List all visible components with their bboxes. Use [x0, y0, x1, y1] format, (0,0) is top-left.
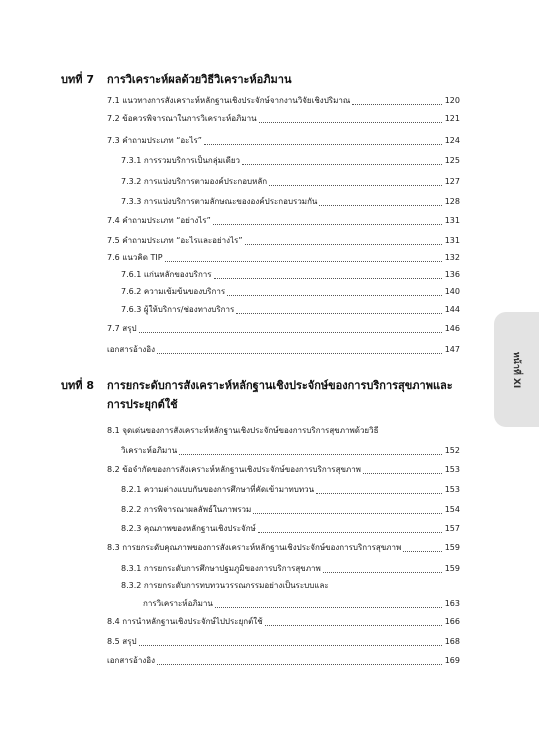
toc-entry-page: 168 [444, 637, 460, 646]
toc-entry-text: 8.5 สรุป [107, 637, 137, 646]
toc-entry[interactable] [107, 423, 460, 438]
toc-entry-text: 8.2.1 ความต่างแบบกันของการศึกษาที่คัดเข้ามาทบทวน [121, 485, 315, 494]
toc-entry[interactable] [143, 596, 460, 611]
toc-entry[interactable] [121, 194, 460, 209]
toc-entry[interactable] [107, 634, 460, 649]
toc-entry[interactable] [121, 443, 460, 458]
toc-entry-text: 7.6.1 แก่นหลักของบริการ [121, 270, 212, 279]
leader-dots [204, 144, 442, 145]
toc-entry-text: 7.6.2 ความเข้มข้นของบริการ [121, 287, 226, 296]
chapter-8-number: บทที่ 8 [61, 379, 94, 392]
chapter-8-title-line: การประยุกต์ใช้ [107, 398, 178, 411]
toc-entry-text: การวิเคราะห์อภิมาน [143, 599, 213, 608]
toc-entry-page: 153 [444, 485, 460, 494]
toc-entry-page: 169 [444, 656, 460, 665]
toc-entry-text: 8.3.1 การยกระดับการศึกษาปฐมภูมิของการบริการสุขภาพ [121, 564, 321, 573]
toc-entry-page: 127 [444, 177, 460, 186]
leader-dots [236, 313, 442, 314]
toc-entry-text: 7.1 แนวทางการสังเคราะห์หลักฐานเชิงประจักษ์จากงานวิจัยเชิงปริมาณ [107, 96, 351, 105]
toc-entry[interactable] [107, 321, 460, 336]
toc-entry[interactable] [121, 267, 460, 282]
toc-entry-text: 8.1 จุดเด่นของการสังเคราะห์หลักฐานเชิงประจักษ์ของการบริการสุขภาพด้วยวิธี [107, 426, 379, 435]
leader-dots [227, 295, 442, 296]
toc-entry[interactable] [107, 93, 460, 108]
toc-entry-text: 8.2.2 การพิจารณาผลลัพธ์ในภาพรวม [121, 505, 252, 514]
toc-entry-page: 132 [444, 253, 460, 262]
toc-entry-page: 120 [444, 96, 460, 105]
toc-entry-text: 7.3.2 การแบ่งบริการตามองค์ประกอบหลัก [121, 177, 268, 186]
chapter-7-title [107, 70, 482, 89]
toc-entry[interactable] [107, 133, 460, 148]
toc-entry-page: 157 [444, 524, 460, 533]
leader-dots [403, 551, 442, 552]
leader-dots [319, 205, 442, 206]
leader-dots [165, 261, 442, 262]
toc-entry-page: 154 [444, 505, 460, 514]
leader-dots [139, 645, 442, 646]
toc-entry-page: 136 [444, 270, 460, 279]
toc-entry[interactable] [107, 342, 460, 357]
toc-entry-page: 146 [444, 324, 460, 333]
toc-entry[interactable] [121, 482, 460, 497]
leader-dots [179, 454, 442, 455]
toc-entry-text: 7.5 คำถามประเภท “อะไรและอย่างไร” [107, 236, 243, 245]
leader-dots [157, 353, 442, 354]
leader-dots [157, 664, 442, 665]
leader-dots [323, 572, 442, 573]
toc-entry-page: 152 [444, 446, 460, 455]
toc-entry[interactable] [121, 302, 460, 317]
leader-dots [265, 625, 442, 626]
toc-entry-page: 124 [444, 136, 460, 145]
toc-entry-text: 7.6.3 ผู้ให้บริการ/ช่องทางบริการ [121, 305, 235, 314]
toc-entry-page: 153 [444, 465, 460, 474]
leader-dots [245, 244, 443, 245]
toc-entry-page: 128 [444, 197, 460, 206]
chapter-7-number: บทที่ 7 [61, 73, 94, 86]
toc-entry-page: 125 [444, 156, 460, 165]
toc-entry[interactable] [107, 250, 460, 265]
toc-entry-page: 144 [444, 305, 460, 314]
chapter-8-title-line: การยกระดับการสังเคราะห์หลักฐานเชิงประจักษ์ของการบริการสุขภาพและ [107, 379, 453, 392]
toc-entry[interactable] [107, 540, 460, 555]
leader-dots [242, 164, 442, 165]
toc-entry-text: 8.2.3 คุณภาพของหลักฐานเชิงประจักษ์ [121, 524, 256, 533]
toc-entry[interactable] [121, 174, 460, 189]
toc-entry-text: 7.7 สรุป [107, 324, 137, 333]
toc-entry[interactable] [107, 614, 460, 629]
toc-entry[interactable] [121, 521, 460, 536]
leader-dots [363, 473, 442, 474]
toc-entry-text: 7.3 คำถามประเภท “อะไร” [107, 136, 202, 145]
toc-entry-text: 7.2 ข้อควรพิจารณาในการวิเคราะห์อภิมาน [107, 114, 257, 123]
chapter-7-title-line: การวิเคราะห์ผลด้วยวิธีวิเคราะห์อภิมาน [107, 73, 292, 86]
toc-entry[interactable] [107, 653, 460, 668]
toc-entry[interactable] [107, 233, 460, 248]
leader-dots [253, 513, 442, 514]
toc-entry-page: 163 [444, 599, 460, 608]
leader-dots [139, 332, 442, 333]
toc-entry-text: 7.4 คำถามประเภท “อย่างไร” [107, 216, 211, 225]
toc-entry-text: เอกสารอ้างอิง [107, 656, 155, 665]
toc-entry-page: 147 [444, 345, 460, 354]
toc-entry-text: 8.2 ข้อจำกัดของการสังเคราะห์หลักฐานเชิงประจักษ์ของการบริการสุขภาพ [107, 465, 361, 474]
leader-dots [214, 278, 442, 279]
toc-entry-page: 131 [444, 236, 460, 245]
toc-entry-text: 7.3.1 การรวมบริการเป็นกลุ่มเดียว [121, 156, 241, 165]
toc-entry-page: 140 [444, 287, 460, 296]
toc-entry-text: 7.6 แนวคิด TIP [107, 253, 163, 262]
toc-entry[interactable] [107, 213, 460, 228]
leader-dots [352, 104, 442, 105]
leader-dots [316, 493, 442, 494]
leader-dots [213, 224, 442, 225]
toc-entry-text: 8.3 การยกระดับคุณภาพของการสังเคราะห์หลักฐานเชิงประจักษ์ของการบริการสุขภาพ [107, 543, 402, 552]
leader-dots [269, 185, 442, 186]
toc-entry-page: 159 [444, 543, 460, 552]
toc-entry-text: เอกสารอ้างอิง [107, 345, 155, 354]
toc-entry-page: 159 [444, 564, 460, 573]
toc-entry-text: วิเคราะห์อภิมาน [121, 446, 178, 455]
toc-entry[interactable] [121, 578, 460, 593]
toc-entry[interactable] [121, 153, 460, 168]
toc-entry-text: 7.3.3 การแบ่งบริการตามลักษณะขององค์ประกอบรวมกัน [121, 197, 318, 206]
toc-entry-page: 121 [444, 114, 460, 123]
page-number-tab [494, 312, 539, 427]
toc-entry-page: 131 [444, 216, 460, 225]
toc-entry-text: 8.3.2 การยกระดับการทบทวนวรรณกรรมอย่างเป็นระบบและ [121, 581, 329, 590]
leader-dots [259, 122, 442, 123]
toc-entry-page: 166 [444, 617, 460, 626]
chapter-8-title [107, 376, 482, 414]
page-number-label: หน้าที่ XI [510, 351, 521, 388]
toc-entry[interactable] [107, 462, 460, 477]
toc-entry[interactable] [121, 284, 460, 299]
leader-dots [258, 532, 442, 533]
toc-entry[interactable] [121, 502, 460, 517]
toc-entry-text: 8.4 การนำหลักฐานเชิงประจักษ์ไปประยุกต์ใช้ [107, 617, 263, 626]
toc-entry[interactable] [121, 561, 460, 576]
toc-entry[interactable] [107, 111, 460, 126]
leader-dots [215, 607, 442, 608]
